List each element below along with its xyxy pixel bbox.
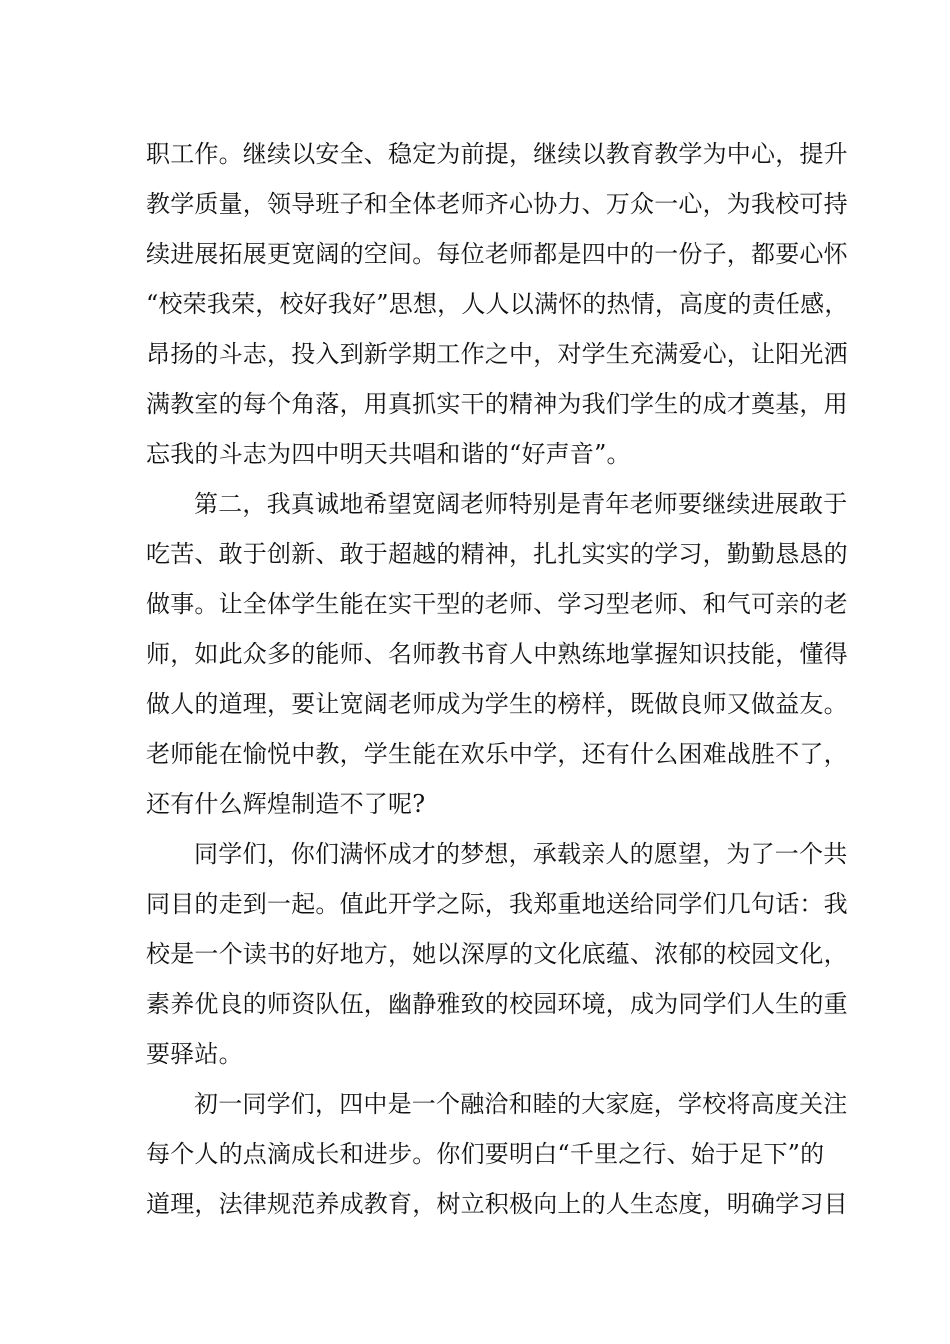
text-line: 师，如此众多的能师、名师教书育人中熟练地掌握知识技能，懂得	[146, 640, 848, 668]
text-line: 老师能在愉悦中教，学生能在欢乐中学，还有什么困难战胜不了，	[146, 740, 848, 768]
text-line: 满教室的每个角落，用真抓实干的精神为我们学生的成才奠基，用	[146, 390, 848, 418]
text-line: 续进展拓展更宽阔的空间。每位老师都是四中的一份子，都要心怀	[146, 240, 848, 268]
text-line: 道理，法律规范养成教育，树立积极向上的人生态度，明确学习目	[146, 1190, 848, 1218]
text-line: 要驿站。	[146, 1040, 243, 1068]
text-line: “校荣我荣，校好我好”思想，人人以满怀的热情，高度的责任感，	[146, 290, 849, 318]
text-line: 吃苦、敢于创新、敢于超越的精神，扎扎实实的学习，勤勤恳恳的	[146, 540, 848, 568]
paragraph-first-line: 同学们，你们满怀成才的梦想，承载亲人的愿望，为了一个共	[194, 840, 848, 868]
text-line: 忘我的斗志为四中明天共唱和谐的“好声音”。	[146, 440, 631, 468]
paragraph-first-line: 第二，我真诚地希望宽阔老师特别是青年老师要继续进展敢于	[194, 490, 848, 518]
text-line: 教学质量，领导班子和全体老师齐心协力、万众一心，为我校可持	[146, 190, 848, 218]
text-line: 还有什么辉煌制造不了呢?	[146, 790, 426, 818]
text-line: 素养优良的师资队伍，幽静雅致的校园环境，成为同学们人生的重	[146, 990, 848, 1018]
text-line: 做人的道理，要让宽阔老师成为学生的榜样，既做良师又做益友。	[146, 690, 848, 718]
text-line: 校是一个读书的好地方，她以深厚的文化底蕴、浓郁的校园文化，	[146, 940, 848, 968]
text-line: 职工作。继续以安全、稳定为前提，继续以教育教学为中心，提升	[146, 140, 848, 168]
text-line: 昂扬的斗志，投入到新学期工作之中，对学生充满爱心，让阳光洒	[146, 340, 848, 368]
text-line: 每个人的点滴成长和进步。你们要明白“千里之行、始于足下”的	[146, 1140, 825, 1168]
paragraph-first-line: 初一同学们，四中是一个融洽和睦的大家庭，学校将高度关注	[194, 1090, 848, 1118]
text-line: 做事。让全体学生能在实干型的老师、学习型老师、和气可亲的老	[146, 590, 848, 618]
text-line: 同目的走到一起。值此开学之际，我郑重地送给同学们几句话：我	[146, 890, 848, 918]
